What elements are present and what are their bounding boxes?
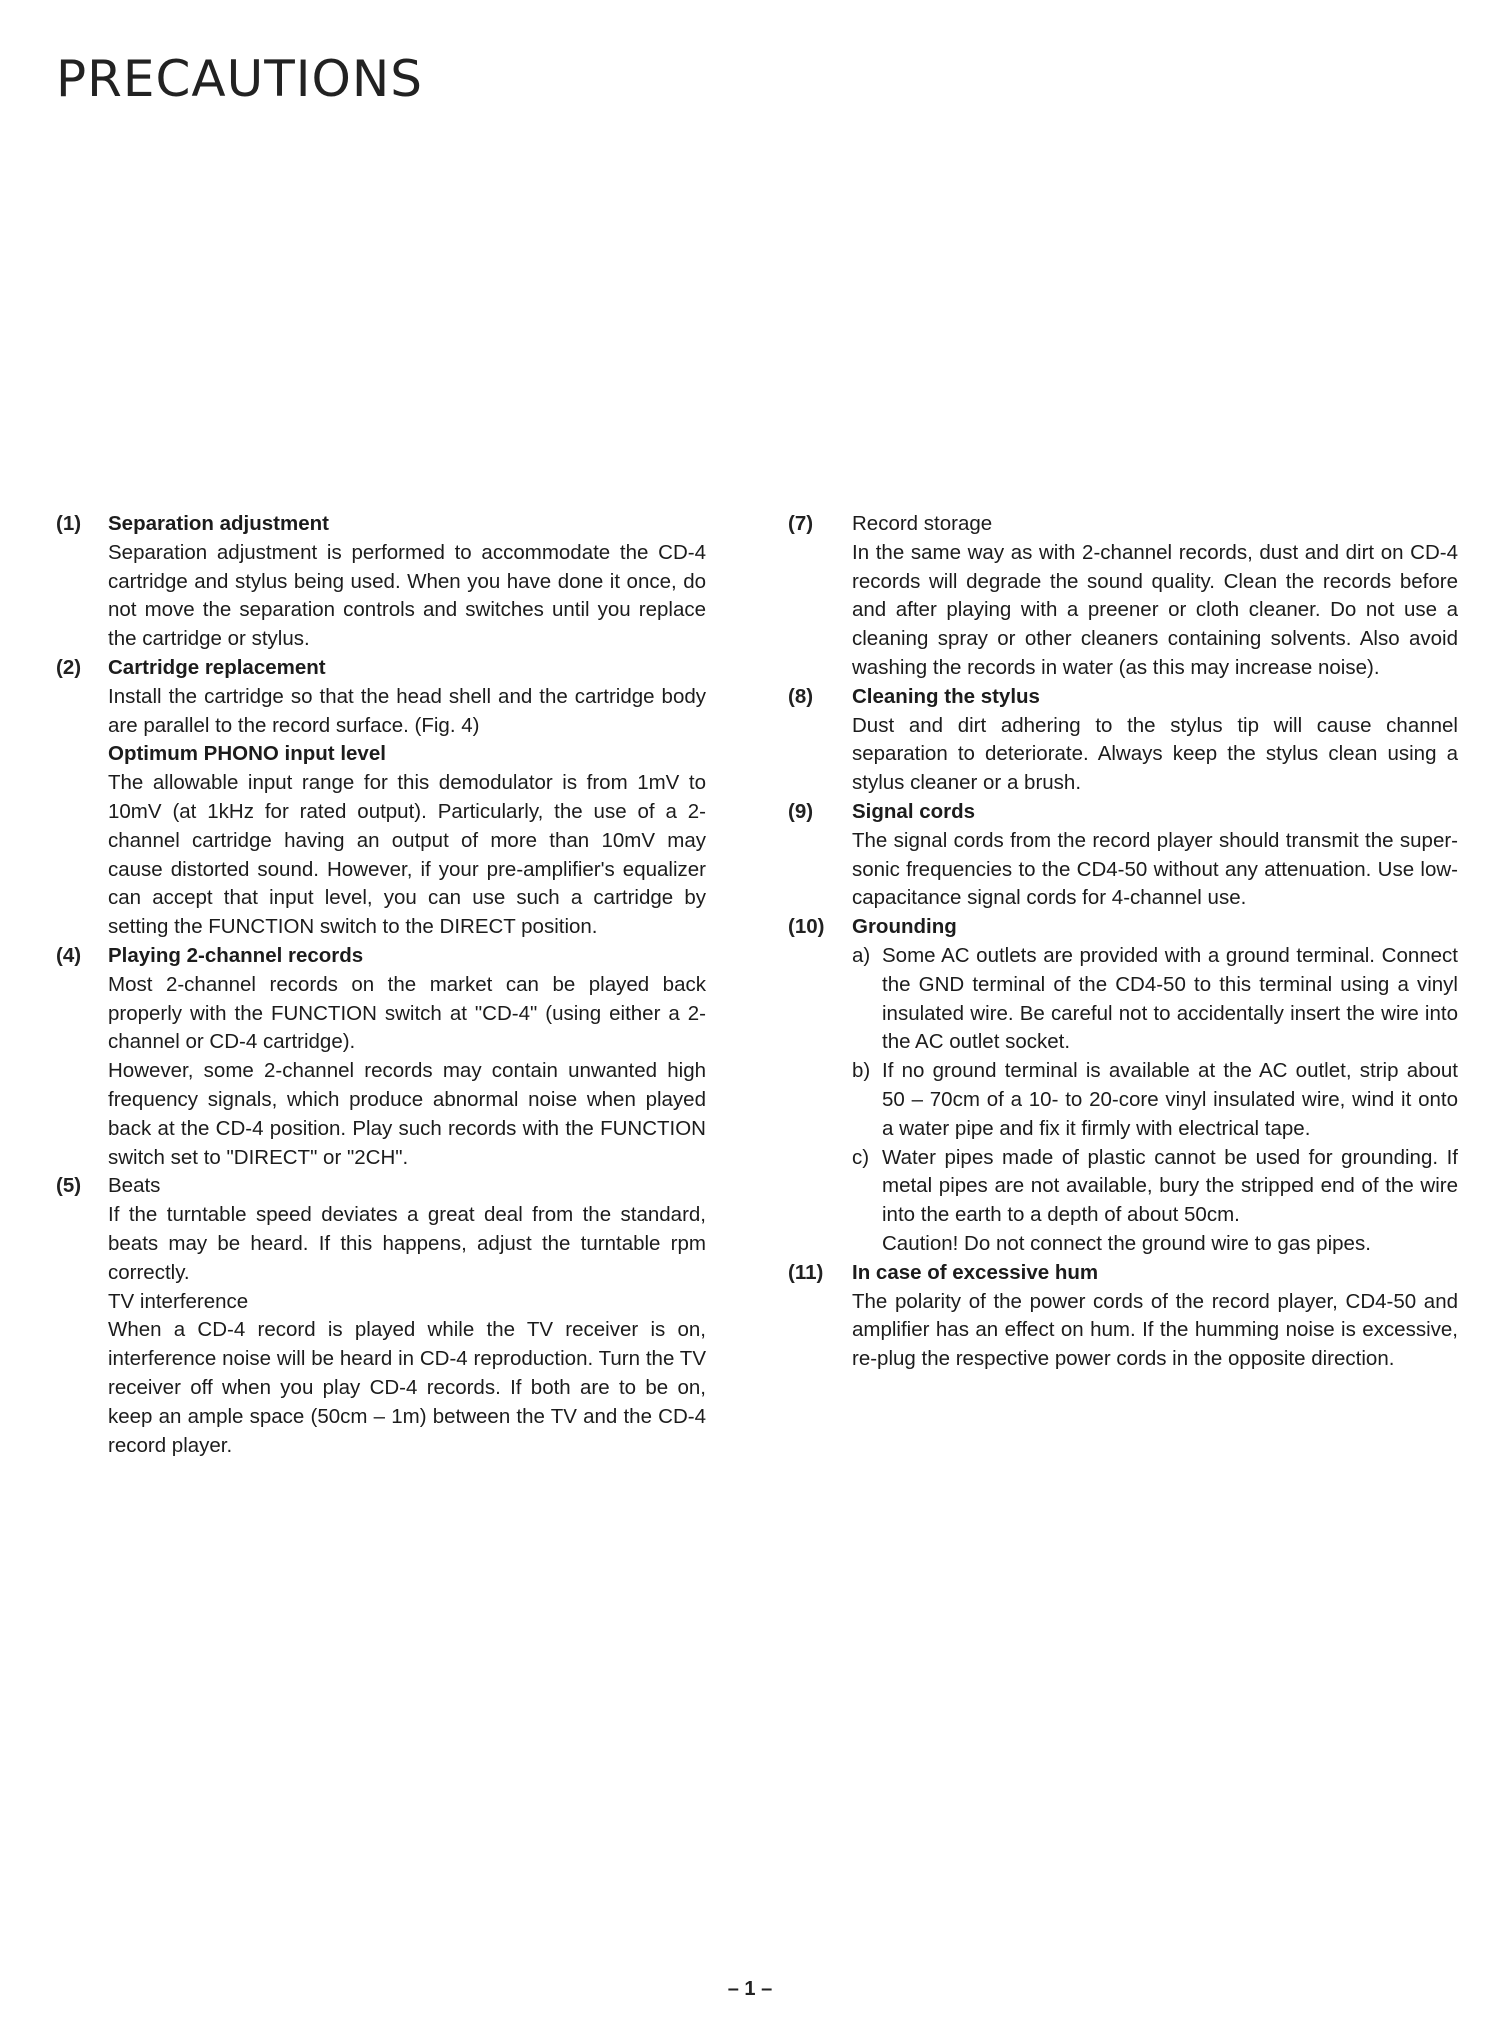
section-text: The signal cords from the record player should transmit the super-sonic frequencies to the CD4-50 without any attenuation. Use low-capacitance signal cords for 4-channel use. <box>852 828 1458 910</box>
section-record-storage <box>788 510 1458 683</box>
section-text: When a CD-4 record is played while the TV receiver is on, interference noise will be heard in CD-4 reproduction. Turn the TV receiver off when you play CD-4 records. If both are to be on, keep an ample space (50cm – 1m) between the TV and the CD-4 record player. <box>108 1318 706 1457</box>
section-number: (2) <box>56 655 82 679</box>
section-text: Most 2-channel records on the market can be played back properly with the FUNCTION switch at "CD-4" (using either a 2-channel or CD-4 cartridge). <box>108 972 706 1054</box>
grounding-item-a <box>852 942 1458 1057</box>
section-title: Separation adjustment <box>108 512 329 535</box>
section-text: The polarity of the power cords of the record player, CD4-50 and amplifier has an effect on hum. If the humming noise is excessive, re-plug the respective power cords in the opposite direction. <box>852 1289 1458 1371</box>
section-phono-input-level <box>56 740 706 942</box>
section-number: (4) <box>56 943 82 967</box>
section-number: (8) <box>788 684 814 708</box>
section-title: Record storage <box>852 512 993 535</box>
item-text: Some AC outlets are provided with a ground terminal. Connect the GND terminal of the CD4-50 to this terminal using a vinyl insulated wire. Be careful not to accidentally insert the wire into the AC outlet socket. <box>882 943 1458 1054</box>
section-text: The allowable input range for this demodulator is from 1mV to 10mV (at 1kHz for rated output). Particularly, the use of a 2-channel cartridge having an output of more than 10mV may cause distorted sound. However, if your pre-amplifier's equalizer can accept that input level, you can use such a cartridge by setting the FUNCTION switch to the DIRECT position. <box>108 771 706 939</box>
section-text: Separation adjustment is performed to accommodate the CD-4 cartridge and stylus being used. When you have done it once, do not move the separation controls and switches until you replace the cartridge or stylus. <box>108 540 706 651</box>
item-text: Water pipes made of plastic cannot be used for grounding. If metal pipes are not available, bury the stripped end of the wire into the earth to a depth of about 50cm. <box>882 1145 1458 1227</box>
section-tv-interference <box>56 1288 706 1461</box>
section-excessive-hum <box>788 1259 1458 1374</box>
section-title: TV interference <box>108 1289 249 1313</box>
item-label: b) <box>852 1059 871 1083</box>
section-title: Cleaning the stylus <box>852 684 1040 708</box>
section-text: Install the cartridge so that the head shell and the cartridge body are parallel to the record surface. (Fig. 4) <box>108 684 706 737</box>
section-title: Optimum PHONO input level <box>108 742 386 766</box>
section-cartridge-replacement <box>56 654 706 740</box>
section-title: Playing 2-channel records <box>108 943 364 967</box>
section-text: If the turntable speed deviates a great deal from the standard, beats may be heard. If this happens, adjust the turntable rpm correctly. <box>108 1203 706 1284</box>
section-number: (5) <box>56 1174 82 1198</box>
section-text: However, some 2-channel records may contain unwanted high frequency signals, which produce abnormal noise when played back at the CD-4 position. Play such records with the FUNCTION switch set to "DIRECT" or "2CH". <box>108 1059 706 1169</box>
section-title: Grounding <box>852 915 957 939</box>
section-title: Cartridge replacement <box>108 655 326 679</box>
grounding-item-c <box>852 1144 1458 1230</box>
section-separation-adjustment <box>56 510 706 654</box>
page-title: PRECAUTIONS <box>56 50 423 108</box>
item-label: c) <box>852 1145 870 1169</box>
section-grounding <box>788 913 1458 1259</box>
section-title: In case of excessive hum <box>852 1260 1099 1284</box>
section-beats <box>56 1172 706 1287</box>
page-number: – 1 – <box>727 1978 773 2000</box>
grounding-caution: Caution! Do not connect the ground wire to gas pipes. <box>882 1231 1371 1255</box>
section-text: In the same way as with 2-channel records, dust and dirt on CD-4 records will degrade the sound quality. Clean the records before and after playing with a preener or cloth cleaner. Do not use a cleaning spray or other cleaners containing solvents. Also avoid washing the records in water (as this may increase noise). <box>852 540 1458 679</box>
section-number: (11) <box>788 1260 824 1284</box>
section-number: (1) <box>56 512 82 535</box>
section-number: (9) <box>788 799 814 823</box>
section-text: Dust and dirt adhering to the stylus tip will cause channel separation to deteriorate. Always keep the stylus clean using a stylus cleaner or a brush. <box>852 713 1458 795</box>
grounding-item-b <box>852 1057 1458 1143</box>
item-label: a) <box>852 943 871 967</box>
item-text: If no ground terminal is available at the AC outlet, strip about 50 – 70cm of a 10- to 20-core vinyl insulated wire, wind it onto a water pipe and fix it firmly with electrical tape. <box>882 1059 1458 1140</box>
section-number: (10) <box>788 915 825 939</box>
right-column <box>788 510 1458 1374</box>
section-title: Signal cords <box>852 799 976 823</box>
left-column <box>56 510 706 1460</box>
section-cleaning-the-stylus <box>788 683 1458 798</box>
section-title: Beats <box>108 1174 161 1198</box>
section-signal-cords <box>788 798 1458 913</box>
section-number: (7) <box>788 512 814 535</box>
section-playing-2-channel-records <box>56 942 706 1172</box>
